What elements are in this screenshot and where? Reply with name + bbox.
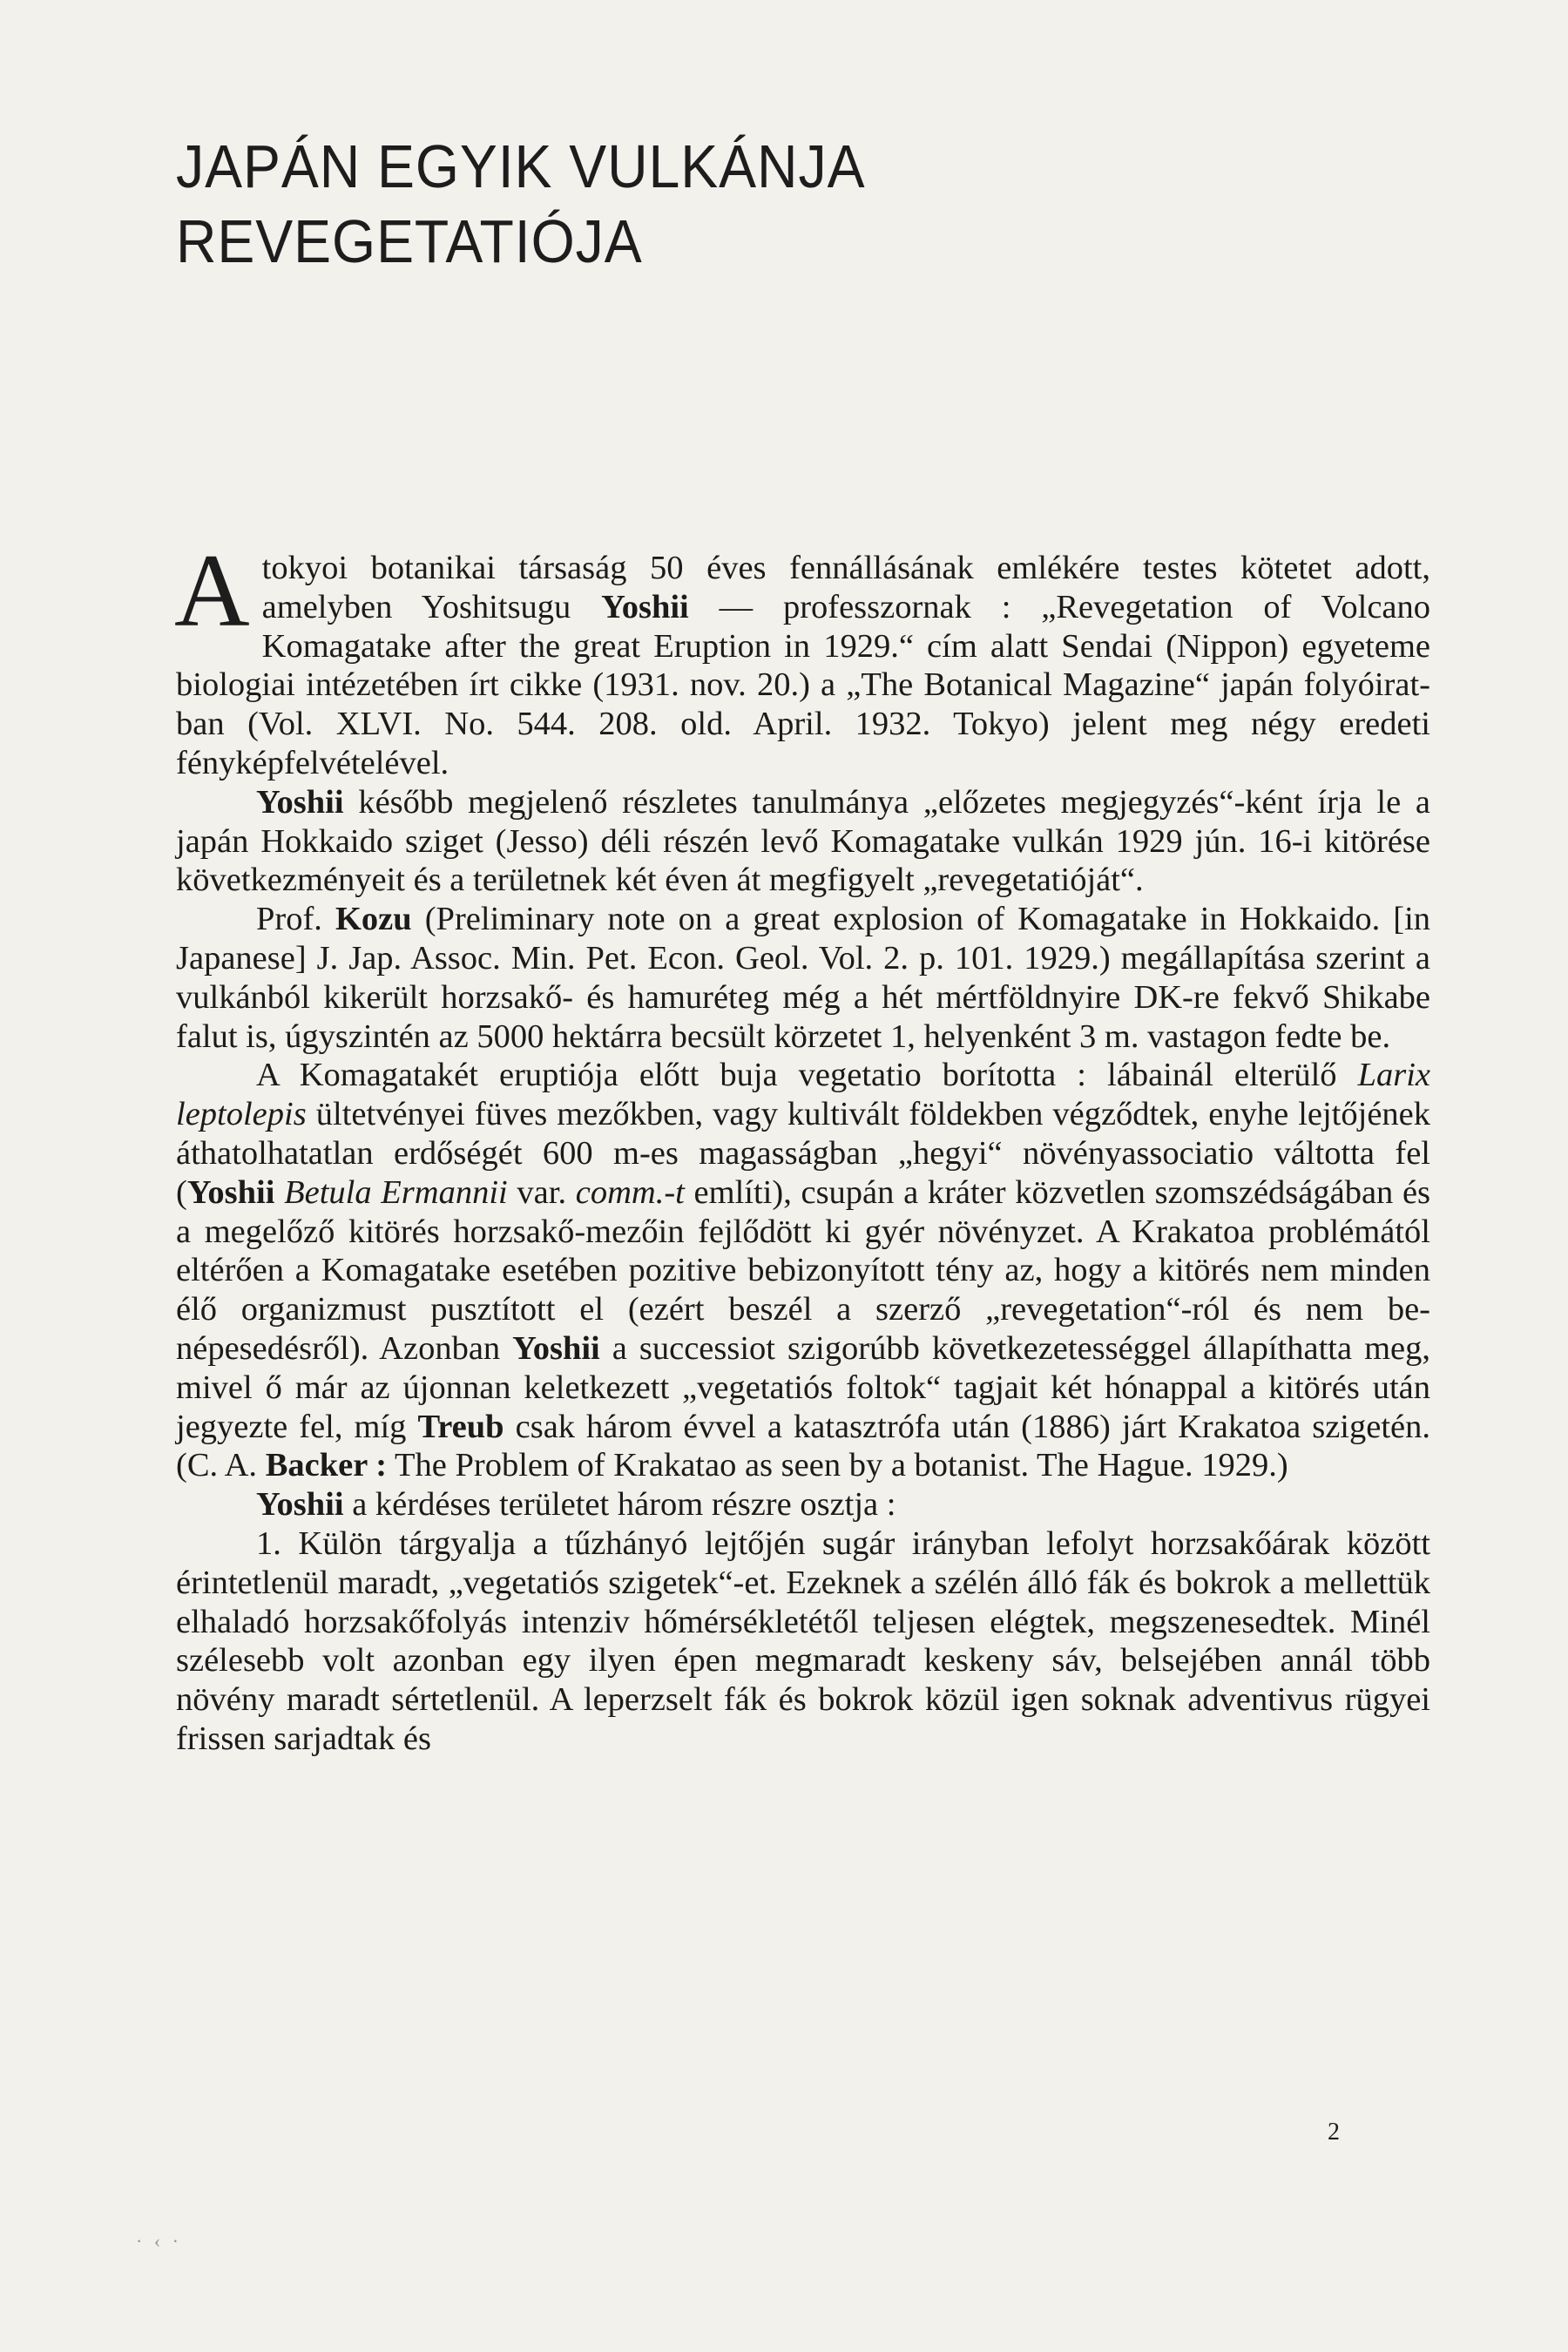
article-body xyxy=(174,532,1431,1759)
species-name: Betula Ermannii xyxy=(284,1173,508,1211)
title-line-2: REVEGETATIÓJA xyxy=(176,207,643,275)
paragraph-2 xyxy=(176,783,1430,900)
p1-text: tokyoi botanikai társaság 50 éves fennállásának emlékére testes kötetet adott, amelyben Yoshitsugu xyxy=(261,550,1430,625)
author-name: Kozu xyxy=(335,901,412,938)
p4-f: csak három évvel a katasztrófa után (1886) járt Krakatoa szigetén. (C. A. xyxy=(176,1408,1431,1484)
title-line-1: JAPÁN EGYIK VULKÁNJA xyxy=(176,132,866,200)
paragraph-5 xyxy=(176,1485,1430,1524)
page-number: 2 xyxy=(1328,2119,1340,2146)
paragraph-6 xyxy=(176,1524,1430,1759)
author-name: Backer : xyxy=(265,1447,388,1484)
paragraph-4 xyxy=(176,1056,1430,1485)
p4-d: említi), csupán a kráter közvetlen szomszédságában és a megelőző kitörés horzsakő-mezőin fejlődött ki gyér növényzet. A Krakatoa problémától eltérően a Komagatake esetében pozitive bebizonyított tény az, hogy a kitörés nem minden élő organizmust pusztított el (ezért beszél a szerző „revegetation“-ról és nem benépesedésről). Azonban xyxy=(176,1173,1431,1367)
p4-g: The Problem of Krakatao as seen by a botanist. The Hague. 1929.) xyxy=(394,1447,1288,1484)
p4-a: A Komagatakét eruptiója előtt buja vegetatio borította : lábainál elterülő xyxy=(256,1057,1337,1094)
p4-b: ültetvényei füves mezőkben, vagy kultivált földekben végződtek, enyhe lejtőjének áthatolhatatlan erdőségét 600 m-es magasságban „hegyi“ növényassociatio váltotta fel ( xyxy=(176,1096,1430,1211)
p2-rest: később megjelenő részletes tanulmánya „előzetes megjegyzés“-ként írja le a japán Hokkaido sziget (Jesso) déli részén levő Komagatake vulkán 1929 jún. 16-i kitörése következményeit és a területnek két éven át megfigyelt „revegetatióját“. xyxy=(176,783,1430,899)
margin-marks: · ‹ · xyxy=(136,2230,182,2252)
author-name: Yoshii xyxy=(512,1329,600,1367)
author-name: Yoshii xyxy=(256,783,344,821)
author-name: Yoshii xyxy=(256,1486,344,1524)
p4-c: var. xyxy=(517,1173,567,1211)
p3-pre: Prof. xyxy=(256,901,322,938)
author-name: Yoshii xyxy=(601,588,689,625)
author-name: Yoshii xyxy=(186,1173,275,1211)
p5-rest: a kérdéses területet három részre osztja : xyxy=(352,1486,896,1524)
paragraph-1 xyxy=(174,532,1431,783)
p6-text: 1. Külön tárgyalja a tűzhányó lejtőjén sugár irányban lefolyt horzsakőárak között érintetlenül maradt, „vegetatiós szigetek“-et. Ezeknek a szélén álló fák és bokrok a mellettük elhaladó horzsakőfolyás intenziv hőmérsékletétől teljesen elégtek, megszenesedtek. Minél szélesebb volt azonban egy ilyen épen megmaradt keskeny sáv, belsejében annál több növény maradt sértetlenül. A leperzselt fák és bokrok közül igen soknak adventivus rügyei frissen sarjadtak és xyxy=(176,1524,1430,1757)
drop-cap: A xyxy=(174,532,250,648)
p3-rest: (Preliminary note on a great explosion of Komagatake in Hokkaido. [in Japanese] J. Jap. Assoc. Min. Pet. Econ. Geol. Vol. 2. p. 101. 1929.) megállapítása szerint a vulkánból kikerült horzsakő- és hamuréteg még a hét mértföldnyire DK-re fekvő Shikabe falut is, úgyszintén az 5000 hektárra becsült körzetet 1, helyenként 3 m. vastagon fedte be. xyxy=(176,901,1431,1055)
p1-rest: — professzornak : „Revegetation of Volcano Komagatake after the great Eruption in 1929.“ cím alatt Sendai (Nippon) egyeteme biologiai intézetében írt cikke (1931. nov. 20.) a „The Botanical Magazine“ japán folyóiratban (Vol. XLVI. No. 544. 208. old. April. 1932. Tokyo) jelent meg négy eredeti fényképfelvételével. xyxy=(176,588,1431,781)
species-abbrev: comm.-t xyxy=(575,1173,685,1211)
p4-e: a successiot szigorúbb következetességgel állapíthatta meg, mivel ő már az újonnan keletkezett „vegetatiós foltok“ tagjait két hónappal a kitörés után jegyezte fel, míg xyxy=(176,1329,1430,1445)
article-title xyxy=(176,129,925,279)
paragraph-3 xyxy=(176,900,1430,1056)
author-name: Treub xyxy=(417,1408,504,1445)
species-name: Larix leptolepis xyxy=(176,1057,1430,1133)
